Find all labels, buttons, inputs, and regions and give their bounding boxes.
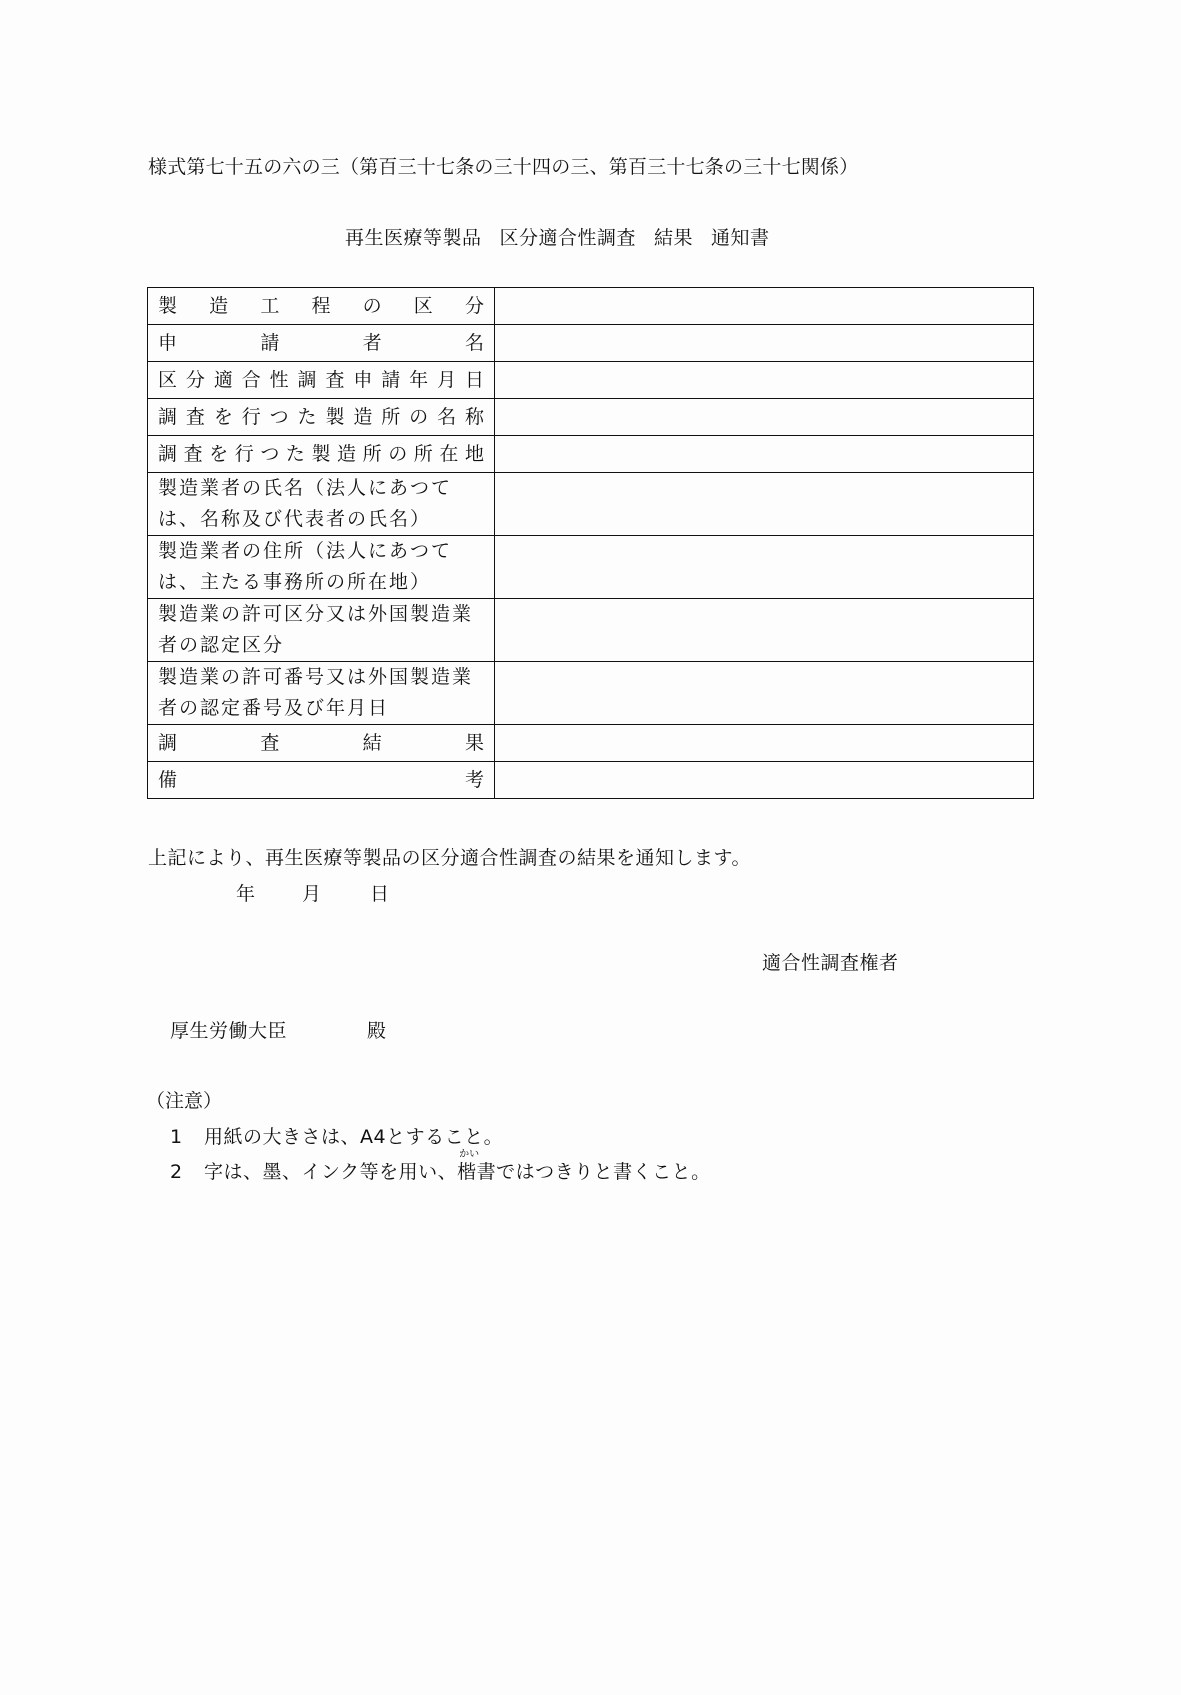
row-label-remarks: 備 考 (148, 762, 495, 799)
ruby-reading: かい (459, 1149, 480, 1160)
title-part-notice: 通知書 (711, 227, 770, 249)
ruby-annotated-char (457, 1149, 480, 1184)
table-row (148, 325, 1034, 362)
date-line (236, 879, 389, 906)
row-value-facility-name[interactable] (495, 399, 1034, 436)
note-text-after: 書ではつきりと書くこと。 (476, 1161, 711, 1183)
row-value-manufacturing-process[interactable] (495, 288, 1034, 325)
table-row (148, 399, 1034, 436)
date-month: 月 (302, 883, 322, 905)
row-value-manufacturer-address[interactable] (495, 536, 1034, 599)
row-value-manufacturer-name[interactable] (495, 473, 1034, 536)
form-header: 様式第七十五の六の三（第百三十七条の三十四の三、第百三十七条の三十七関係） (148, 156, 859, 178)
row-label-manufacturing-process: 製 造 工 程 の 区 分 (148, 288, 495, 325)
row-label-manufacturer-address: 製造業者の住所（法人にあつては、主たる事務所の所在地） (148, 536, 495, 599)
row-value-inspection-result[interactable] (495, 725, 1034, 762)
table-row (148, 473, 1034, 536)
row-label-application-date: 区 分 適 合 性 調 査 申 請 年 月 日 (148, 362, 495, 399)
note-item (170, 1149, 711, 1184)
row-label-facility-name: 調 査 を 行 つ た 製 造 所 の 名 称 (148, 399, 495, 436)
issuing-authority: 適合性調査権者 (762, 952, 899, 974)
form-table (147, 287, 1034, 799)
table-row (148, 536, 1034, 599)
row-label-facility-address: 調 査 を 行 つ た 製 造 所 の 所 在 地 (148, 436, 495, 473)
document-title (345, 223, 788, 250)
row-value-facility-address[interactable] (495, 436, 1034, 473)
note-number: 1 (170, 1126, 183, 1148)
table-row (148, 725, 1034, 762)
row-value-license-number[interactable] (495, 662, 1034, 725)
notes-title: （注意） (146, 1090, 223, 1112)
row-value-license-category[interactable] (495, 599, 1034, 662)
table-row (148, 599, 1034, 662)
row-label-inspection-result: 調 査 結 果 (148, 725, 495, 762)
addressee: 厚生労働大臣 (170, 1020, 288, 1042)
note-item (170, 1122, 503, 1149)
table-row (148, 436, 1034, 473)
honorific: 殿 (367, 1020, 387, 1042)
row-label-applicant-name: 申 請 者 名 (148, 325, 495, 362)
row-label-license-number: 製造業の許可番号又は外国製造業者の認定番号及び年月日 (148, 662, 495, 725)
row-label-license-category: 製造業の許可区分又は外国製造業者の認定区分 (148, 599, 495, 662)
row-value-application-date[interactable] (495, 362, 1034, 399)
date-year: 年 (236, 883, 256, 905)
note-number: 2 (170, 1161, 183, 1183)
note-text: 用紙の大きさは、A4とすること。 (204, 1126, 504, 1148)
date-day: 日 (370, 883, 390, 905)
ruby-base: 楷 (457, 1161, 477, 1183)
row-label-manufacturer-name: 製造業者の氏名（法人にあつては、名称及び代表者の氏名） (148, 473, 495, 536)
row-value-applicant-name[interactable] (495, 325, 1034, 362)
closing-statement: 上記により、再生医療等製品の区分適合性調査の結果を通知します。 (148, 847, 751, 869)
row-value-remarks[interactable] (495, 762, 1034, 799)
note-text-before: 字は、墨、インク等を用い、 (204, 1161, 458, 1183)
table-row (148, 762, 1034, 799)
table-row (148, 288, 1034, 325)
table-row (148, 662, 1034, 725)
title-part-product: 再生医療等製品 (345, 227, 482, 249)
title-part-inspection: 区分適合性調査 (499, 227, 637, 249)
title-part-result: 結果 (654, 227, 694, 249)
table-row (148, 362, 1034, 399)
